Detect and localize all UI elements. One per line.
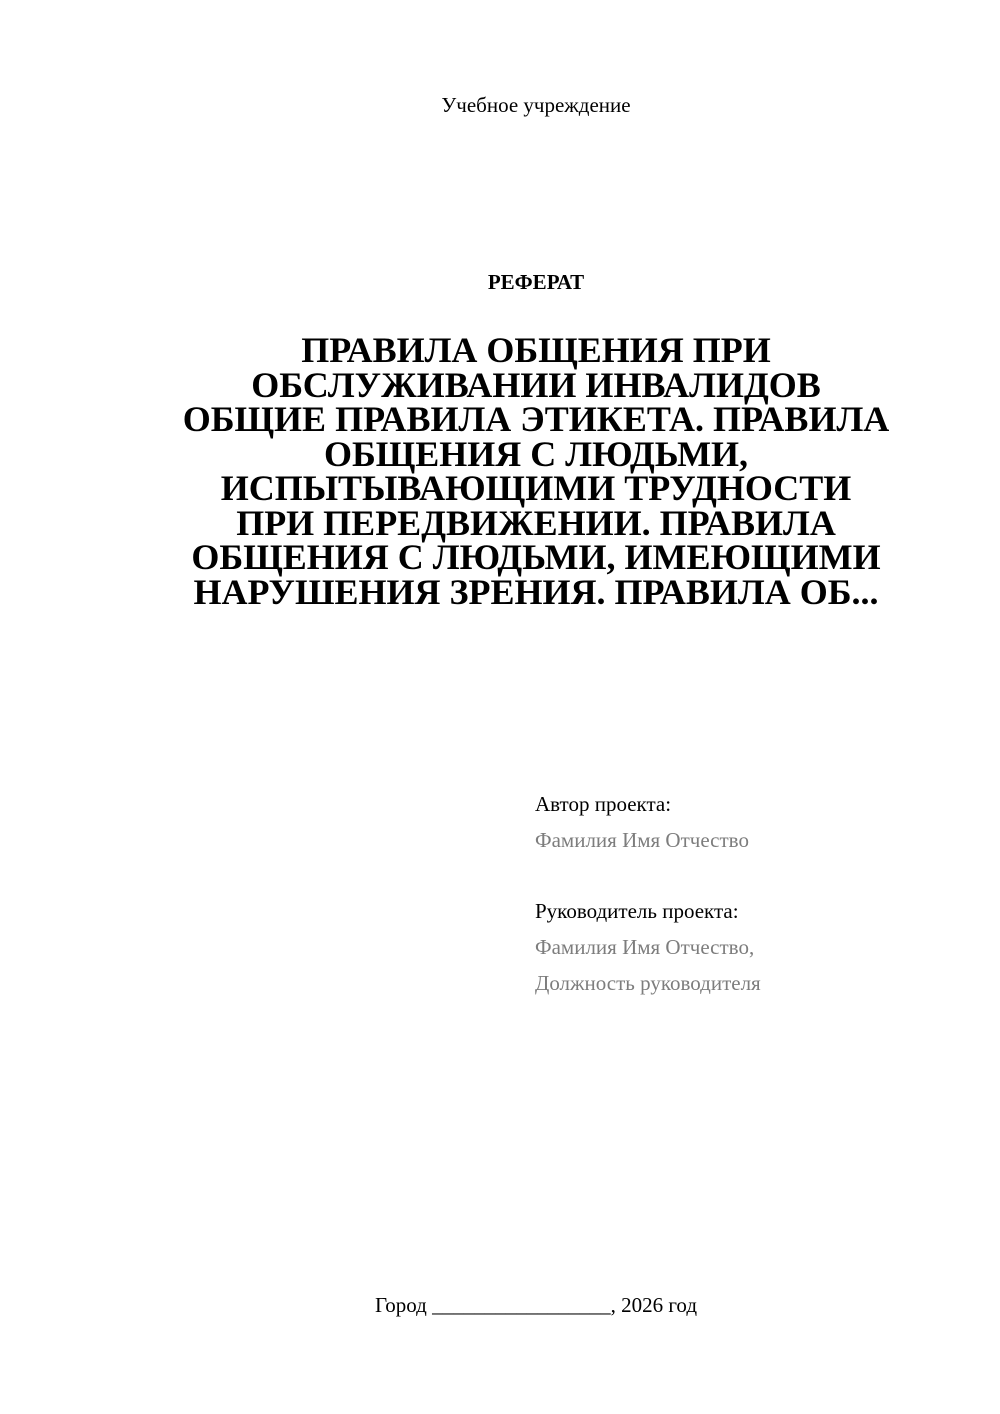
title-line: ОБЩЕНИЯ С ЛЮДЬМИ, <box>323 433 749 474</box>
supervisor-block <box>535 893 975 1001</box>
supervisor-position: Должность руководителя <box>535 971 761 995</box>
city-year-line: Город _________________, 2026 год <box>374 1293 698 1317</box>
title-line: ПРИ ПЕРЕДВИЖЕНИИ. ПРАВИЛА <box>236 502 836 543</box>
title-line: ОБЩЕНИЯ С ЛЮДЬМИ, ИМЕЮЩИМИ <box>191 537 881 577</box>
institution-name: Учебное учреждение <box>441 93 631 117</box>
title-line: ИСПЫТЫВАЮЩИМИ ТРУДНОСТИ <box>220 468 852 508</box>
author-name: Фамилия Имя Отчество <box>535 828 749 852</box>
author-label: Автор проекта: <box>535 792 672 816</box>
title-line: ПРАВИЛА ОБЩЕНИЯ ПРИ <box>301 330 771 370</box>
title-line: НАРУШЕНИЯ ЗРЕНИЯ. ПРАВИЛА ОБ... <box>193 571 879 612</box>
supervisor-name: Фамилия Имя Отчество, <box>535 935 755 959</box>
author-block <box>535 786 975 858</box>
title-line: ОБСЛУЖИВАНИИ ИНВАЛИДОВ <box>251 364 821 405</box>
supervisor-label: Руководитель проекта: <box>535 899 739 923</box>
document-title <box>150 330 922 612</box>
document-type: РЕФЕРАТ <box>487 270 585 294</box>
title-line: ОБЩИЕ ПРАВИЛА ЭТИКЕТА. ПРАВИЛА <box>182 399 890 439</box>
